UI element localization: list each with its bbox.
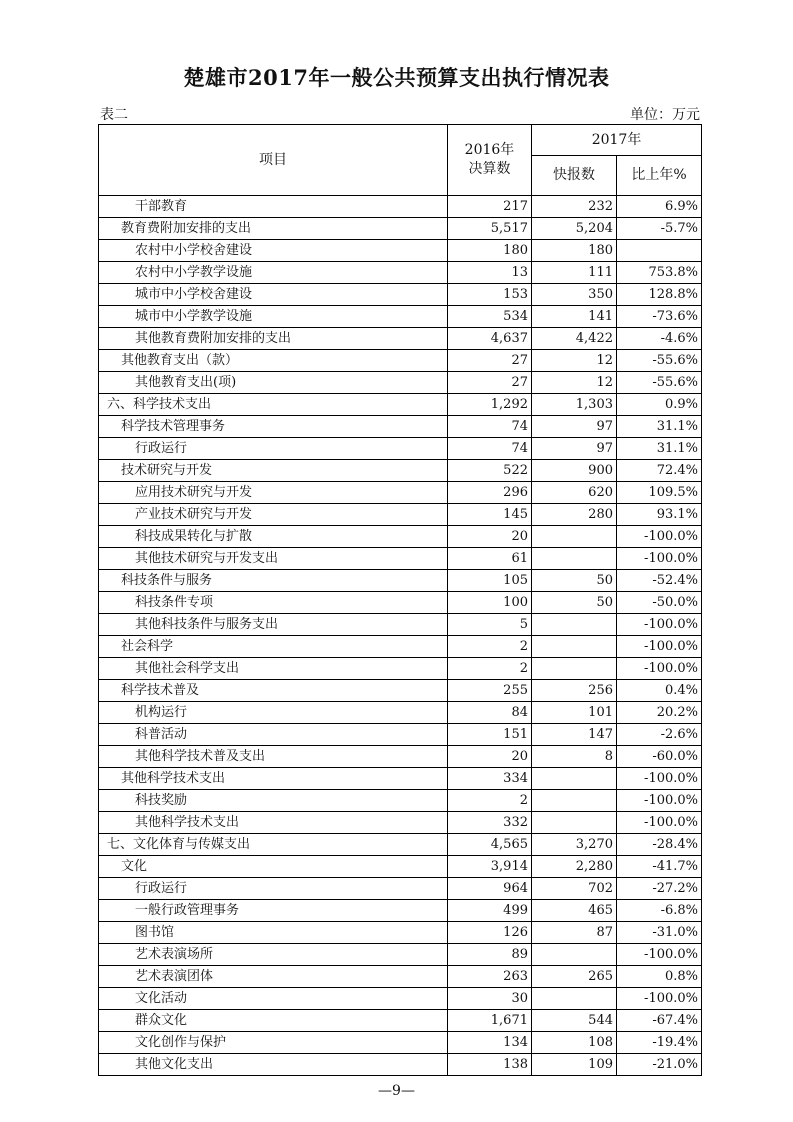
- row-2016-final: 296: [448, 482, 532, 504]
- row-yoy: -60.0%: [617, 746, 702, 768]
- row-name: 其他教育支出（款）: [99, 350, 448, 372]
- row-2017-quick: 147: [532, 724, 617, 746]
- row-2016-final: 27: [448, 372, 532, 394]
- row-2017-quick: [532, 768, 617, 790]
- row-name: 城市中小学校舍建设: [99, 284, 448, 306]
- table-row: [99, 834, 702, 856]
- row-2016-final: 153: [448, 284, 532, 306]
- row-2017-quick: [532, 944, 617, 966]
- row-2017-quick: [532, 988, 617, 1010]
- row-2016-final: 255: [448, 680, 532, 702]
- row-yoy: -27.2%: [617, 878, 702, 900]
- row-yoy: -2.6%: [617, 724, 702, 746]
- row-yoy: -100.0%: [617, 636, 702, 658]
- header-2016-final: 决算数: [468, 161, 511, 177]
- row-2016-final: 1,292: [448, 394, 532, 416]
- row-name: 教育费附加安排的支出: [99, 218, 448, 240]
- table-row: [99, 702, 702, 724]
- row-name: 行政运行: [99, 438, 448, 460]
- row-name: 科技奖励: [99, 790, 448, 812]
- table-row: [99, 680, 702, 702]
- table-row: [99, 262, 702, 284]
- row-2017-quick: [532, 812, 617, 834]
- row-yoy: 0.9%: [617, 394, 702, 416]
- row-2016-final: 534: [448, 306, 532, 328]
- header-2016: [448, 125, 532, 196]
- row-name: 其他教育费附加安排的支出: [99, 328, 448, 350]
- row-2017-quick: 900: [532, 460, 617, 482]
- budget-table: [98, 124, 702, 1076]
- row-name: 科学技术管理事务: [99, 416, 448, 438]
- row-2017-quick: 350: [532, 284, 617, 306]
- row-yoy: -55.6%: [617, 350, 702, 372]
- row-yoy: 753.8%: [617, 262, 702, 284]
- row-name: 一般行政管理事务: [99, 900, 448, 922]
- row-name: 艺术表演团体: [99, 966, 448, 988]
- row-name: 群众文化: [99, 1010, 448, 1032]
- row-name: 文化: [99, 856, 448, 878]
- table-row: [99, 658, 702, 680]
- table-row: [99, 636, 702, 658]
- row-2016-final: 20: [448, 526, 532, 548]
- page-number: —9—: [378, 1083, 415, 1099]
- row-2016-final: 334: [448, 768, 532, 790]
- row-yoy: -28.4%: [617, 834, 702, 856]
- row-yoy: -31.0%: [617, 922, 702, 944]
- row-yoy: 0.4%: [617, 680, 702, 702]
- row-2016-final: 84: [448, 702, 532, 724]
- table-row: [99, 988, 702, 1010]
- row-yoy: 6.9%: [617, 196, 702, 218]
- table-row: [99, 856, 702, 878]
- table-row: [99, 372, 702, 394]
- header-2017: 2017年: [532, 125, 702, 156]
- row-2016-final: 105: [448, 570, 532, 592]
- row-yoy: -55.6%: [617, 372, 702, 394]
- table-row: [99, 944, 702, 966]
- table-header: [99, 125, 702, 196]
- row-name: 技术研究与开发: [99, 460, 448, 482]
- row-name: 科技条件专项: [99, 592, 448, 614]
- row-2017-quick: 232: [532, 196, 617, 218]
- row-yoy: -4.6%: [617, 328, 702, 350]
- row-2017-quick: 8: [532, 746, 617, 768]
- table-row: [99, 284, 702, 306]
- row-name: 农村中小学校舍建设: [99, 240, 448, 262]
- row-name: 其他技术研究与开发支出: [99, 548, 448, 570]
- row-name: 图书馆: [99, 922, 448, 944]
- row-yoy: -21.0%: [617, 1054, 702, 1076]
- table-row: [99, 526, 702, 548]
- row-yoy: -5.7%: [617, 218, 702, 240]
- row-name: 社会科学: [99, 636, 448, 658]
- row-2017-quick: 465: [532, 900, 617, 922]
- table-row: [99, 746, 702, 768]
- row-2016-final: 2: [448, 790, 532, 812]
- row-2016-final: 499: [448, 900, 532, 922]
- table-row: [99, 1032, 702, 1054]
- row-name: 其他科学技术支出: [99, 812, 448, 834]
- table-row: [99, 570, 702, 592]
- row-yoy: -100.0%: [617, 614, 702, 636]
- table-row: [99, 416, 702, 438]
- row-yoy: -67.4%: [617, 1010, 702, 1032]
- row-2017-quick: 265: [532, 966, 617, 988]
- row-name: 干部教育: [99, 196, 448, 218]
- row-2017-quick: [532, 790, 617, 812]
- row-2016-final: 13: [448, 262, 532, 284]
- table-row: [99, 504, 702, 526]
- row-2016-final: 30: [448, 988, 532, 1010]
- row-name: 七、文化体育与传媒支出: [99, 834, 448, 856]
- row-2016-final: 3,914: [448, 856, 532, 878]
- row-2017-quick: 97: [532, 438, 617, 460]
- row-2016-final: 89: [448, 944, 532, 966]
- header-item: 项目: [99, 125, 448, 196]
- row-2017-quick: 101: [532, 702, 617, 724]
- row-yoy: -100.0%: [617, 988, 702, 1010]
- row-yoy: 109.5%: [617, 482, 702, 504]
- row-2017-quick: 5,204: [532, 218, 617, 240]
- row-2016-final: 61: [448, 548, 532, 570]
- row-2017-quick: 280: [532, 504, 617, 526]
- table-row: [99, 548, 702, 570]
- header-yoy: 比上年%: [617, 156, 702, 196]
- table-row: [99, 878, 702, 900]
- row-2016-final: 263: [448, 966, 532, 988]
- row-2016-final: 27: [448, 350, 532, 372]
- table-row: [99, 790, 702, 812]
- table-row: [99, 328, 702, 350]
- row-name: 产业技术研究与开发: [99, 504, 448, 526]
- row-yoy: 0.8%: [617, 966, 702, 988]
- row-2016-final: 4,637: [448, 328, 532, 350]
- row-2016-final: 74: [448, 438, 532, 460]
- row-2017-quick: 108: [532, 1032, 617, 1054]
- row-2016-final: 151: [448, 724, 532, 746]
- row-2017-quick: [532, 526, 617, 548]
- table-row: [99, 812, 702, 834]
- row-2017-quick: 2,280: [532, 856, 617, 878]
- row-2017-quick: 97: [532, 416, 617, 438]
- table-row: [99, 306, 702, 328]
- table-row: [99, 240, 702, 262]
- row-2016-final: 2: [448, 636, 532, 658]
- row-2017-quick: [532, 658, 617, 680]
- table-row: [99, 614, 702, 636]
- row-2017-quick: 3,270: [532, 834, 617, 856]
- row-2016-final: 20: [448, 746, 532, 768]
- row-yoy: 128.8%: [617, 284, 702, 306]
- row-name: 其他科学技术普及支出: [99, 746, 448, 768]
- row-yoy: -100.0%: [617, 944, 702, 966]
- table-label: 表二: [100, 107, 128, 123]
- row-2016-final: 74: [448, 416, 532, 438]
- row-name: 机构运行: [99, 702, 448, 724]
- table-row: [99, 922, 702, 944]
- row-name: 科技成果转化与扩散: [99, 526, 448, 548]
- row-yoy: -100.0%: [617, 790, 702, 812]
- row-yoy: -19.4%: [617, 1032, 702, 1054]
- row-name: 六、科学技术支出: [99, 394, 448, 416]
- row-yoy: [617, 240, 702, 262]
- row-2016-final: 2: [448, 658, 532, 680]
- row-2016-final: 1,671: [448, 1010, 532, 1032]
- row-name: 其他教育支出(项): [99, 372, 448, 394]
- row-2017-quick: 141: [532, 306, 617, 328]
- row-yoy: -50.0%: [617, 592, 702, 614]
- table-row: [99, 592, 702, 614]
- row-yoy: -41.7%: [617, 856, 702, 878]
- table-row: [99, 460, 702, 482]
- row-2017-quick: 109: [532, 1054, 617, 1076]
- table-row: [99, 482, 702, 504]
- table-row: [99, 1054, 702, 1076]
- row-name: 行政运行: [99, 878, 448, 900]
- row-yoy: 20.2%: [617, 702, 702, 724]
- row-2017-quick: 4,422: [532, 328, 617, 350]
- row-name: 文化创作与保护: [99, 1032, 448, 1054]
- row-name: 其他科技条件与服务支出: [99, 614, 448, 636]
- row-yoy: -6.8%: [617, 900, 702, 922]
- row-2016-final: 217: [448, 196, 532, 218]
- row-2017-quick: 111: [532, 262, 617, 284]
- row-2016-final: 4,565: [448, 834, 532, 856]
- row-2017-quick: 50: [532, 570, 617, 592]
- row-yoy: -73.6%: [617, 306, 702, 328]
- page-title: 楚雄市2017年一般公共预算支出执行情况表: [183, 65, 610, 90]
- table-row: [99, 196, 702, 218]
- row-2016-final: 126: [448, 922, 532, 944]
- row-2016-final: 134: [448, 1032, 532, 1054]
- row-2017-quick: 256: [532, 680, 617, 702]
- row-yoy: 31.1%: [617, 438, 702, 460]
- row-2017-quick: 12: [532, 372, 617, 394]
- row-2017-quick: 87: [532, 922, 617, 944]
- row-2016-final: 964: [448, 878, 532, 900]
- table-row: [99, 438, 702, 460]
- row-yoy: -100.0%: [617, 812, 702, 834]
- row-2017-quick: 50: [532, 592, 617, 614]
- row-name: 应用技术研究与开发: [99, 482, 448, 504]
- row-2017-quick: 180: [532, 240, 617, 262]
- row-name: 农村中小学教学设施: [99, 262, 448, 284]
- row-2017-quick: 702: [532, 878, 617, 900]
- row-name: 科普活动: [99, 724, 448, 746]
- table-row: [99, 900, 702, 922]
- table-body: [99, 196, 702, 1076]
- row-yoy: -100.0%: [617, 768, 702, 790]
- row-2016-final: 138: [448, 1054, 532, 1076]
- row-2017-quick: [532, 636, 617, 658]
- row-yoy: -100.0%: [617, 658, 702, 680]
- row-2017-quick: 12: [532, 350, 617, 372]
- row-2016-final: 522: [448, 460, 532, 482]
- row-2016-final: 100: [448, 592, 532, 614]
- row-2016-final: 5: [448, 614, 532, 636]
- row-name: 其他文化支出: [99, 1054, 448, 1076]
- row-name: 文化活动: [99, 988, 448, 1010]
- row-2017-quick: 544: [532, 1010, 617, 1032]
- table-row: [99, 966, 702, 988]
- row-2017-quick: [532, 614, 617, 636]
- table-row: [99, 768, 702, 790]
- header-quick-report: 快报数: [532, 156, 617, 196]
- row-2017-quick: [532, 548, 617, 570]
- row-name: 城市中小学教学设施: [99, 306, 448, 328]
- row-name: 其他科学技术支出: [99, 768, 448, 790]
- header-2016-year: 2016年: [464, 142, 515, 158]
- table-row: [99, 350, 702, 372]
- row-2017-quick: 620: [532, 482, 617, 504]
- unit-label: 单位：万元: [630, 107, 700, 123]
- row-name: 科技条件与服务: [99, 570, 448, 592]
- row-2016-final: 5,517: [448, 218, 532, 240]
- row-2016-final: 332: [448, 812, 532, 834]
- row-2016-final: 145: [448, 504, 532, 526]
- row-name: 科学技术普及: [99, 680, 448, 702]
- row-yoy: -100.0%: [617, 526, 702, 548]
- table-row: [99, 724, 702, 746]
- row-yoy: -52.4%: [617, 570, 702, 592]
- row-name: 艺术表演场所: [99, 944, 448, 966]
- row-2016-final: 180: [448, 240, 532, 262]
- row-yoy: -100.0%: [617, 548, 702, 570]
- row-name: 其他社会科学支出: [99, 658, 448, 680]
- table-row: [99, 218, 702, 240]
- row-yoy: 93.1%: [617, 504, 702, 526]
- row-2017-quick: 1,303: [532, 394, 617, 416]
- row-yoy: 31.1%: [617, 416, 702, 438]
- row-yoy: 72.4%: [617, 460, 702, 482]
- table-row: [99, 394, 702, 416]
- table-row: [99, 1010, 702, 1032]
